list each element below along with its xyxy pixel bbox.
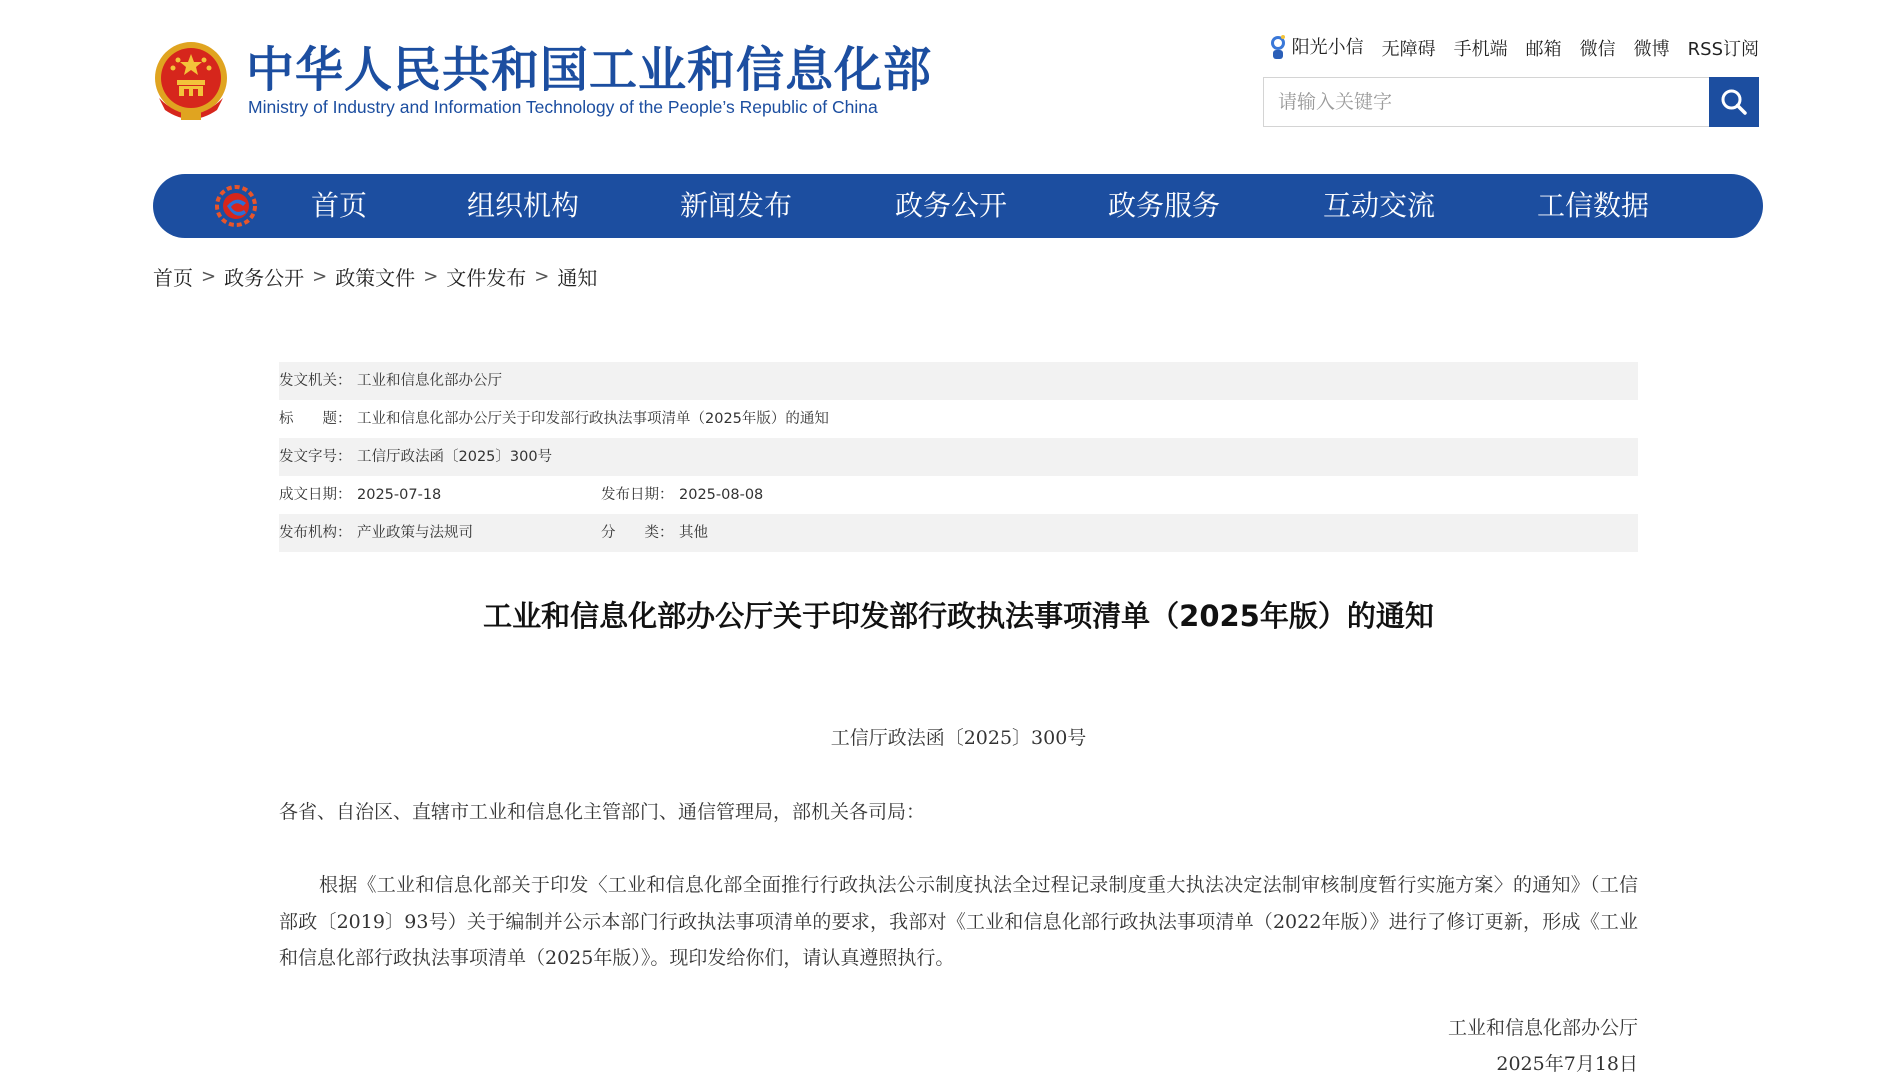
info-row-org bbox=[279, 514, 1638, 552]
breadcrumb-public-affairs[interactable]: 政务公开 bbox=[224, 266, 305, 290]
site-header bbox=[0, 0, 1901, 170]
org-value: 产业政策与法规司 bbox=[357, 525, 473, 541]
created-date-value: 2025-07-18 bbox=[357, 487, 442, 503]
issuer-label: 发文机关： bbox=[279, 373, 352, 389]
breadcrumb-separator: > bbox=[201, 266, 217, 287]
mascot-icon bbox=[1268, 34, 1288, 62]
search-button[interactable] bbox=[1709, 77, 1759, 127]
top-link-sunshine[interactable] bbox=[1268, 33, 1364, 62]
title-value: 工业和信息化部办公厅关于印发部行政执法事项清单（2025年版）的通知 bbox=[357, 411, 829, 427]
doc-number-label: 发文字号： bbox=[279, 449, 352, 465]
nav-item-news[interactable]: 新闻发布 bbox=[679, 189, 793, 222]
search-input[interactable] bbox=[1264, 78, 1704, 126]
article-title: 工业和信息化部办公厅关于印发部行政执法事项清单（2025年版）的通知 bbox=[483, 599, 1434, 633]
main-nav bbox=[153, 174, 1763, 238]
published-date-value: 2025-08-08 bbox=[679, 487, 764, 503]
top-link-wechat[interactable]: 微信 bbox=[1579, 38, 1616, 60]
signature-date: 2025年7月18日 bbox=[1496, 1053, 1638, 1075]
top-link-mobile[interactable]: 手机端 bbox=[1453, 38, 1508, 60]
breadcrumb bbox=[153, 262, 597, 291]
nav-item-interaction[interactable]: 互动交流 bbox=[1322, 189, 1436, 222]
category-value: 其他 bbox=[679, 525, 708, 541]
top-link-weibo[interactable]: 微博 bbox=[1633, 38, 1670, 60]
site-title[interactable]: 中华人民共和国工业和信息化部 bbox=[246, 42, 933, 98]
breadcrumb-home[interactable]: 首页 bbox=[153, 266, 193, 290]
nav-item-data[interactable]: 工信数据 bbox=[1536, 189, 1650, 222]
breadcrumb-separator: > bbox=[423, 266, 439, 287]
breadcrumb-policy-docs[interactable]: 政策文件 bbox=[335, 266, 416, 290]
miit-logo-icon[interactable] bbox=[215, 185, 257, 227]
category-label: 分 类： bbox=[601, 525, 674, 541]
article-salutation: 各省、自治区、直辖市工业和信息化主管部门、通信管理局，部机关各司局： bbox=[279, 801, 926, 823]
search-box bbox=[1263, 77, 1759, 127]
info-row-doc-number bbox=[279, 438, 1638, 476]
top-link-accessibility[interactable]: 无障碍 bbox=[1381, 38, 1436, 60]
info-row-issuer bbox=[279, 362, 1638, 400]
nav-item-public-affairs[interactable]: 政务公开 bbox=[894, 189, 1008, 222]
national-emblem-icon[interactable] bbox=[151, 40, 231, 124]
article-body-paragraph: 根据《工业和信息化部关于印发〈工业和信息化部全面推行行政执法公示制度执法全过程记录制度重大执法决定法制审核制度暂行实施方案〉的通知》（工信部政〔2019〕93号）关于编制并公示本部门行政执法事项清单的要求，我部对《工业和信息化部行政执法事项清单（2022年版）》进行了修订更新，形成《工业和信息化部行政执法事项清单（2025年版）》。现印发给你们，请认真遵照执行。 bbox=[279, 874, 1638, 969]
doc-number-value: 工信厅政法函〔2025〕300号 bbox=[357, 449, 553, 465]
nav-item-home[interactable]: 首页 bbox=[310, 189, 368, 222]
site-title-english: Ministry of Industry and Information Technology of the People’s Republic of China bbox=[248, 97, 878, 117]
top-link-rss[interactable]: RSS订阅 bbox=[1687, 38, 1759, 60]
search-icon bbox=[1719, 87, 1749, 117]
top-links bbox=[1268, 33, 1759, 62]
published-date-label: 发布日期： bbox=[601, 487, 674, 503]
created-date-label: 成文日期： bbox=[279, 487, 352, 503]
article-doc-number: 工信厅政法函〔2025〕300号 bbox=[830, 727, 1087, 749]
info-row-dates bbox=[279, 476, 1638, 514]
org-label: 发布机构： bbox=[279, 525, 352, 541]
signature-org: 工业和信息化部办公厅 bbox=[1447, 1017, 1638, 1039]
breadcrumb-doc-release[interactable]: 文件发布 bbox=[446, 266, 527, 290]
nav-item-services[interactable]: 政务服务 bbox=[1107, 189, 1221, 222]
top-link-label: 阳光小信 bbox=[1291, 37, 1364, 58]
breadcrumb-notice[interactable]: 通知 bbox=[557, 266, 598, 290]
document-info-table bbox=[279, 362, 1638, 552]
info-row-title bbox=[279, 400, 1638, 438]
issuer-value: 工业和信息化部办公厅 bbox=[357, 373, 502, 389]
top-link-mail[interactable]: 邮箱 bbox=[1525, 38, 1562, 60]
title-label: 标 题： bbox=[279, 411, 352, 427]
nav-item-organization[interactable]: 组织机构 bbox=[466, 189, 580, 222]
breadcrumb-separator: > bbox=[534, 266, 550, 287]
breadcrumb-separator: > bbox=[312, 266, 328, 287]
